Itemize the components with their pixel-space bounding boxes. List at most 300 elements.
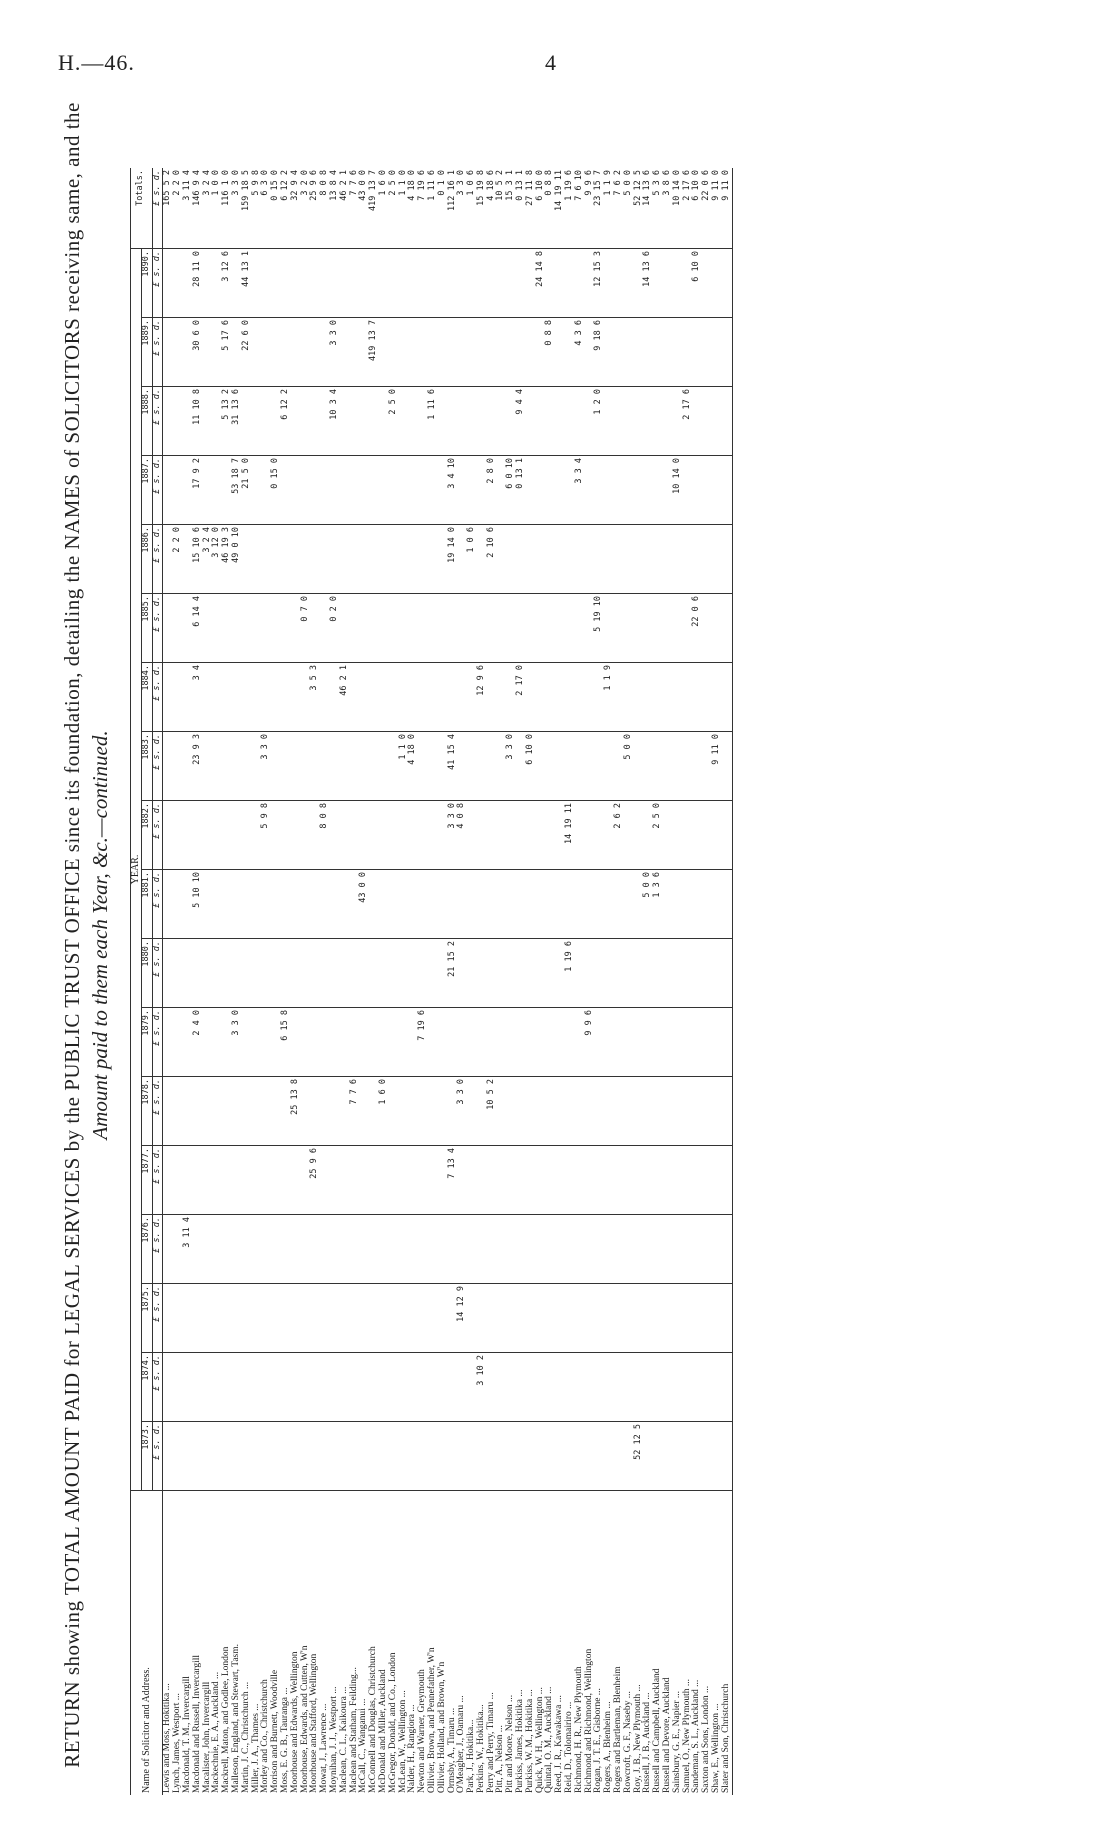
return-subtitle <box>88 75 113 1795</box>
solicitor-name-cell: Shaw, E., Wellington ... <box>711 1703 722 1793</box>
amount-cell-y1883 <box>487 732 497 801</box>
amount-cell-y1888 <box>555 387 565 456</box>
amount-cell-y1879 <box>242 1008 252 1077</box>
amount-cell-y1883 <box>555 732 565 801</box>
amount-cell-y1880 <box>173 939 183 1008</box>
amount-cell-y1882 <box>683 801 693 870</box>
amount-cell-y1874 <box>722 1353 732 1422</box>
amount-cell-y1877 <box>692 1146 702 1215</box>
amount-cell-y1874 <box>712 1353 722 1422</box>
amount-cell-y1885 <box>261 594 271 663</box>
amount-cell-y1882 <box>663 801 673 870</box>
solicitor-name-cell: Moorhouse and Edwards, Wellington <box>289 1651 300 1793</box>
table-row <box>702 168 712 1795</box>
amount-cell-y1876 <box>722 1215 732 1284</box>
amount-cell-y1873: 52 12 5 <box>634 1422 644 1491</box>
amount-cell-y1877 <box>575 1146 585 1215</box>
amount-cell-y1887 <box>418 456 428 525</box>
amount-cell-y1882 <box>340 801 350 870</box>
amount-cell-y1877 <box>418 1146 428 1215</box>
amount-cell-y1878 <box>242 1077 252 1146</box>
amount-cell-y1881 <box>389 870 399 939</box>
column-header-year: 1875. <box>141 1284 152 1353</box>
amount-cell-y1886 <box>516 525 526 594</box>
amount-cell-y1878 <box>614 1077 624 1146</box>
amount-cell-y1879 <box>614 1008 624 1077</box>
amount-cell-y1888 <box>457 387 467 456</box>
amount-cell-y1874 <box>448 1353 458 1422</box>
amount-cell-y1873 <box>712 1422 722 1491</box>
total-cell: 112 16 1 <box>448 168 458 249</box>
amount-cell-y1877 <box>496 1146 506 1215</box>
table-row <box>203 168 213 1795</box>
amount-cell-y1879 <box>643 1008 653 1077</box>
amount-cell-y1884 <box>722 663 732 732</box>
amount-cell-y1873 <box>448 1422 458 1491</box>
amount-cell-y1888 <box>624 387 634 456</box>
amount-cell-y1877 <box>163 1146 173 1215</box>
amount-cell-y1879 <box>565 1008 575 1077</box>
amount-cell-y1886 <box>614 525 624 594</box>
solicitor-name-cell: Rogers and Bartleman, Blenheim <box>613 1666 624 1793</box>
amount-cell-y1878 <box>183 1077 193 1146</box>
column-unit-label: £ s. d. <box>152 1008 163 1077</box>
amount-cell-y1886 <box>634 525 644 594</box>
amount-cell-y1873 <box>663 1422 673 1491</box>
amount-cell-y1881 <box>399 870 409 939</box>
total-cell: 6 12 2 <box>281 168 291 249</box>
amount-cell-y1874 <box>340 1353 350 1422</box>
amount-cell-y1885 <box>624 594 634 663</box>
amount-cell-y1873 <box>193 1422 203 1491</box>
amount-cell-y1876 <box>438 1215 448 1284</box>
amount-cell-y1879 <box>545 1008 555 1077</box>
solicitor-name-cell: Miller, J. A., Thames ... <box>250 1703 261 1793</box>
amount-cell-y1878: 25 13 8 <box>291 1077 301 1146</box>
amount-cell-y1878 <box>526 1077 536 1146</box>
amount-cell-y1878: 10 5 2 <box>487 1077 497 1146</box>
amount-cell-y1882 <box>624 801 634 870</box>
amount-cell-y1877 <box>506 1146 516 1215</box>
amount-cell-y1885: 0 2 0 <box>330 594 340 663</box>
amount-cell-y1888 <box>536 387 546 456</box>
amount-cell-y1878 <box>712 1077 722 1146</box>
total-cell: 2 5 0 <box>389 168 399 249</box>
amount-cell-y1889 <box>663 318 673 387</box>
amount-cell-y1879 <box>692 1008 702 1077</box>
amount-cell-y1883 <box>242 732 252 801</box>
amount-cell-y1889 <box>310 318 320 387</box>
amount-cell-y1878 <box>643 1077 653 1146</box>
amount-cell-y1884 <box>653 663 663 732</box>
amount-cell-y1881 <box>585 870 595 939</box>
amount-cell-y1884 <box>683 663 693 732</box>
amount-cell-y1874 <box>487 1353 497 1422</box>
amount-cell-y1882 <box>222 801 232 870</box>
amount-cell-y1880 <box>193 939 203 1008</box>
amount-cell-y1874 <box>408 1353 418 1422</box>
amount-cell-y1877 <box>330 1146 340 1215</box>
amount-cell-y1884 <box>232 663 242 732</box>
amount-cell-y1877 <box>585 1146 595 1215</box>
solicitor-name-cell: Lewis and Moss, Hokitika ... <box>162 1683 173 1793</box>
amount-cell-y1888 <box>291 387 301 456</box>
solicitor-name-cell: Rogers, A., Blenheim ... <box>603 1701 614 1793</box>
amount-cell-y1874 <box>281 1353 291 1422</box>
amount-cell-y1882 <box>183 801 193 870</box>
amount-cell-y1873 <box>477 1422 487 1491</box>
total-cell: 5 0 0 <box>624 168 634 249</box>
amount-cell-y1889 <box>408 318 418 387</box>
amount-cell-y1874 <box>271 1353 281 1422</box>
amount-cell-y1873 <box>555 1422 565 1491</box>
amount-cell-y1883 <box>281 732 291 801</box>
amount-cell-y1876 <box>565 1215 575 1284</box>
solicitor-name-cell: Macdonald, T. M., Invercargill <box>181 1676 192 1793</box>
amount-cell-y1885 <box>408 594 418 663</box>
amount-cell-y1879 <box>438 1008 448 1077</box>
amount-cell-y1881 <box>624 870 634 939</box>
amount-cell-y1878 <box>418 1077 428 1146</box>
amount-cell-y1873 <box>487 1422 497 1491</box>
amount-cell-y1878 <box>310 1077 320 1146</box>
amount-cell-y1889 <box>203 318 213 387</box>
amount-cell-y1876 <box>408 1215 418 1284</box>
column-header-year: 1879. <box>141 1008 152 1077</box>
amount-cell-y1877 <box>722 1146 732 1215</box>
amount-cell-y1880 <box>614 939 624 1008</box>
amount-cell-y1880 <box>487 939 497 1008</box>
amount-cell-y1879 <box>506 1008 516 1077</box>
amount-cell-y1879: 3 3 0 <box>232 1008 242 1077</box>
legal-services-table <box>130 168 733 1795</box>
amount-cell-y1874 <box>496 1353 506 1422</box>
amount-cell-y1883 <box>163 732 173 801</box>
amount-cell-y1880 <box>261 939 271 1008</box>
table-row <box>477 168 487 1795</box>
amount-cell-y1885 <box>418 594 428 663</box>
amount-cell-y1888: 9 4 4 <box>516 387 526 456</box>
column-unit-label: £ s. d. <box>152 1146 163 1215</box>
solicitor-name-cell: Richmond, H. R., New Plymouth <box>573 1666 584 1793</box>
amount-cell-y1886 <box>399 525 409 594</box>
amount-cell-y1875 <box>467 1284 477 1353</box>
amount-cell-y1880 <box>252 939 262 1008</box>
amount-cell-y1874 <box>428 1353 438 1422</box>
amount-cell-y1881 <box>252 870 262 939</box>
amount-cell-y1877 <box>222 1146 232 1215</box>
amount-cell-y1873 <box>536 1422 546 1491</box>
amount-cell-y1874 <box>555 1353 565 1422</box>
amount-cell-y1881 <box>663 870 673 939</box>
amount-cell-y1885 <box>477 594 487 663</box>
amount-cell-y1881 <box>477 870 487 939</box>
amount-cell-y1878 <box>467 1077 477 1146</box>
amount-cell-y1886 <box>330 525 340 594</box>
amount-cell-y1879 <box>301 1008 311 1077</box>
amount-cell-y1885 <box>575 594 585 663</box>
amount-cell-y1882 <box>193 801 203 870</box>
total-cell: 4 18 0 <box>408 168 418 249</box>
amount-cell-y1874 <box>702 1353 712 1422</box>
amount-cell-y1882 <box>330 801 340 870</box>
amount-cell-y1887 <box>281 456 291 525</box>
amount-cell-y1887 <box>379 456 389 525</box>
amount-cell-y1884 <box>673 663 683 732</box>
amount-cell-y1886 <box>271 525 281 594</box>
amount-cell-y1874 <box>369 1353 379 1422</box>
amount-cell-y1887: 0 15 0 <box>271 456 281 525</box>
column-unit-label: £ s. d. <box>152 1353 163 1422</box>
table-row <box>575 168 585 1795</box>
amount-cell-y1878 <box>438 1077 448 1146</box>
solicitor-name-cell: Lynch, James, Westport ... <box>172 1693 183 1793</box>
amount-cell-y1873 <box>585 1422 595 1491</box>
amount-cell-y1874 <box>193 1353 203 1422</box>
column-unit-label: £ s. d. <box>152 168 163 249</box>
amount-cell-y1878 <box>565 1077 575 1146</box>
total-cell: 9 11 0 <box>712 168 722 249</box>
amount-cell-y1886 <box>506 525 516 594</box>
amount-cell-y1886: 49 0 10 <box>232 525 242 594</box>
amount-cell-y1874 <box>350 1353 360 1422</box>
amount-cell-y1878 <box>271 1077 281 1146</box>
amount-cell-y1874 <box>683 1353 693 1422</box>
solicitor-name-cell: Ollivier, Holland, and Brown, W'n <box>436 1661 447 1793</box>
amount-cell-y1876 <box>193 1215 203 1284</box>
total-cell: 116 1 0 <box>222 168 232 249</box>
amount-cell-y1881 <box>173 870 183 939</box>
amount-cell-y1880 <box>673 939 683 1008</box>
total-cell: 52 12 5 <box>634 168 644 249</box>
amount-cell-y1887 <box>389 456 399 525</box>
amount-cell-y1887 <box>428 456 438 525</box>
amount-cell-y1890 <box>330 249 340 318</box>
amount-cell-y1887 <box>330 456 340 525</box>
amount-cell-y1887 <box>643 456 653 525</box>
amount-cell-y1885 <box>653 594 663 663</box>
amount-cell-y1875 <box>379 1284 389 1353</box>
total-cell: 9 9 6 <box>585 168 595 249</box>
amount-cell-y1878 <box>212 1077 222 1146</box>
amount-cell-y1877 <box>212 1146 222 1215</box>
amount-cell-y1873 <box>222 1422 232 1491</box>
amount-cell-y1878 <box>692 1077 702 1146</box>
amount-cell-y1884 <box>399 663 409 732</box>
amount-cell-y1877 <box>565 1146 575 1215</box>
amount-cell-y1890 <box>467 249 477 318</box>
solicitor-name-cell: McLean, W., Wellington ... <box>397 1690 408 1793</box>
amount-cell-y1880 <box>506 939 516 1008</box>
amount-cell-y1874 <box>261 1353 271 1422</box>
amount-cell-y1890 <box>408 249 418 318</box>
column-unit-label: £ s. d. <box>152 318 163 387</box>
amount-cell-y1878 <box>301 1077 311 1146</box>
amount-cell-y1883 <box>594 732 604 801</box>
amount-cell-y1876 <box>526 1215 536 1284</box>
amount-cell-y1887: 10 14 0 <box>673 456 683 525</box>
amount-cell-y1890 <box>457 249 467 318</box>
amount-cell-y1879 <box>624 1008 634 1077</box>
column-unit-label: £ s. d. <box>152 801 163 870</box>
amount-cell-y1875 <box>203 1284 213 1353</box>
return-title: RETURN showing TOTAL AMOUNT PAID for LEGAL SERVICES by the PUBLIC TRUST OFFICE since its foundation, detailing the NAMES of SOLICITORS receiving same, and the <box>60 102 84 1768</box>
amount-cell-y1884 <box>369 663 379 732</box>
amount-cell-y1874 <box>643 1353 653 1422</box>
amount-cell-y1878 <box>683 1077 693 1146</box>
column-header-year: 1889. <box>141 318 152 387</box>
amount-cell-y1880 <box>389 939 399 1008</box>
amount-cell-y1890 <box>702 249 712 318</box>
amount-cell-y1874 <box>624 1353 634 1422</box>
amount-cell-y1886: 3 12 0 <box>212 525 222 594</box>
amount-cell-y1879 <box>477 1008 487 1077</box>
amount-cell-y1889 <box>516 318 526 387</box>
total-cell: 25 9 6 <box>310 168 320 249</box>
amount-cell-y1877 <box>526 1146 536 1215</box>
table-row <box>301 168 311 1795</box>
amount-cell-y1886 <box>340 525 350 594</box>
amount-cell-y1889: 9 18 6 <box>594 318 604 387</box>
amount-cell-y1885: 6 14 4 <box>193 594 203 663</box>
amount-cell-y1886 <box>261 525 271 594</box>
amount-cell-y1873 <box>496 1422 506 1491</box>
amount-cell-y1877 <box>232 1146 242 1215</box>
amount-cell-y1883 <box>320 732 330 801</box>
amount-cell-y1880 <box>232 939 242 1008</box>
total-cell: 15 3 1 <box>506 168 516 249</box>
amount-cell-y1886 <box>389 525 399 594</box>
amount-cell-y1875 <box>242 1284 252 1353</box>
amount-cell-y1876 <box>555 1215 565 1284</box>
amount-cell-y1877 <box>555 1146 565 1215</box>
amount-cell-y1879 <box>496 1008 506 1077</box>
amount-cell-y1888 <box>350 387 360 456</box>
amount-cell-y1874 <box>438 1353 448 1422</box>
solicitor-name-cell: Maclean, C. L., Kaikoura ... <box>338 1686 349 1793</box>
amount-cell-y1883: 3 3 0 <box>261 732 271 801</box>
total-cell: 32 9 4 <box>291 168 301 249</box>
amount-cell-y1884: 3 4 <box>193 663 203 732</box>
amount-cell-y1873 <box>614 1422 624 1491</box>
table-row <box>663 168 673 1795</box>
total-cell: 1 1 0 <box>399 168 409 249</box>
solicitor-name-cell: Sainsbury, G. E., Napier ... <box>671 1690 682 1793</box>
amount-cell-y1885 <box>536 594 546 663</box>
column-header-year: 1888. <box>141 387 152 456</box>
column-unit-label: £ s. d. <box>152 1077 163 1146</box>
amount-cell-y1887 <box>408 456 418 525</box>
amount-cell-y1887 <box>536 456 546 525</box>
table-row <box>261 168 271 1795</box>
amount-cell-y1876 <box>536 1215 546 1284</box>
amount-cell-y1886 <box>643 525 653 594</box>
amount-cell-y1887 <box>252 456 262 525</box>
amount-cell-y1887 <box>526 456 536 525</box>
table-row <box>281 168 291 1795</box>
amount-cell-y1873 <box>526 1422 536 1491</box>
amount-cell-y1879 <box>536 1008 546 1077</box>
amount-cell-y1884 <box>242 663 252 732</box>
amount-cell-y1886 <box>379 525 389 594</box>
total-cell: 23 15 7 <box>594 168 604 249</box>
amount-cell-y1883: 5 0 0 <box>624 732 634 801</box>
return-subtitle-text: Amount paid to them each Year, &c.—continued. <box>88 730 112 1140</box>
amount-cell-y1885 <box>663 594 673 663</box>
amount-cell-y1889: 419 13 7 <box>369 318 379 387</box>
amount-cell-y1880 <box>291 939 301 1008</box>
amount-cell-y1876 <box>399 1215 409 1284</box>
amount-cell-y1874 <box>673 1353 683 1422</box>
amount-cell-y1874 <box>320 1353 330 1422</box>
amount-cell-y1885 <box>369 594 379 663</box>
amount-cell-y1887 <box>604 456 614 525</box>
solicitor-name-cell: McGregor, Donald, and Co., London <box>387 1652 398 1793</box>
amount-cell-y1876 <box>624 1215 634 1284</box>
amount-cell-y1876 <box>702 1215 712 1284</box>
total-cell: 3 3 0 <box>457 168 467 249</box>
amount-cell-y1875 <box>585 1284 595 1353</box>
amount-cell-y1881 <box>526 870 536 939</box>
amount-cell-y1889: 22 6 0 <box>242 318 252 387</box>
amount-cell-y1873 <box>271 1422 281 1491</box>
amount-cell-y1889 <box>673 318 683 387</box>
solicitor-name-cell: Ormsby, A., Timaru ... <box>446 1707 457 1793</box>
total-cell: 15 19 8 <box>477 168 487 249</box>
amount-cell-y1883 <box>418 732 428 801</box>
amount-cell-y1887 <box>301 456 311 525</box>
amount-cell-y1889 <box>653 318 663 387</box>
amount-cell-y1876 <box>320 1215 330 1284</box>
amount-cell-y1875 <box>261 1284 271 1353</box>
amount-cell-y1880 <box>163 939 173 1008</box>
amount-cell-y1884 <box>692 663 702 732</box>
amount-cell-y1875 <box>399 1284 409 1353</box>
amount-cell-y1882 <box>496 801 506 870</box>
amount-cell-y1889 <box>614 318 624 387</box>
amount-cell-y1883 <box>545 732 555 801</box>
amount-cell-y1875 <box>692 1284 702 1353</box>
amount-cell-y1879 <box>399 1008 409 1077</box>
amount-cell-y1888 <box>310 387 320 456</box>
amount-cell-y1876 <box>379 1215 389 1284</box>
amount-cell-y1877 <box>379 1146 389 1215</box>
table-row <box>653 168 663 1795</box>
amount-cell-y1875 <box>565 1284 575 1353</box>
amount-cell-y1880 <box>594 939 604 1008</box>
amount-cell-y1881 <box>604 870 614 939</box>
solicitor-name-cell: Martin, J. C., Christchurch ... <box>240 1681 251 1793</box>
amount-cell-y1885 <box>281 594 291 663</box>
amount-cell-y1887 <box>545 456 555 525</box>
amount-cell-y1886 <box>526 525 536 594</box>
amount-cell-y1875 <box>350 1284 360 1353</box>
amount-cell-y1884 <box>585 663 595 732</box>
amount-cell-y1878 <box>545 1077 555 1146</box>
amount-cell-y1888 <box>163 387 173 456</box>
amount-cell-y1888: 31 13 6 <box>232 387 242 456</box>
amount-cell-y1886 <box>291 525 301 594</box>
amount-cell-y1876 <box>330 1215 340 1284</box>
amount-cell-y1874 <box>222 1353 232 1422</box>
column-header-year: 1887. <box>141 456 152 525</box>
amount-cell-y1875 <box>173 1284 183 1353</box>
amount-cell-y1889 <box>634 318 644 387</box>
total-cell: 14 19 11 <box>555 168 565 249</box>
amount-cell-y1874 <box>399 1353 409 1422</box>
amount-cell-y1876 <box>369 1215 379 1284</box>
amount-cell-y1890 <box>252 249 262 318</box>
